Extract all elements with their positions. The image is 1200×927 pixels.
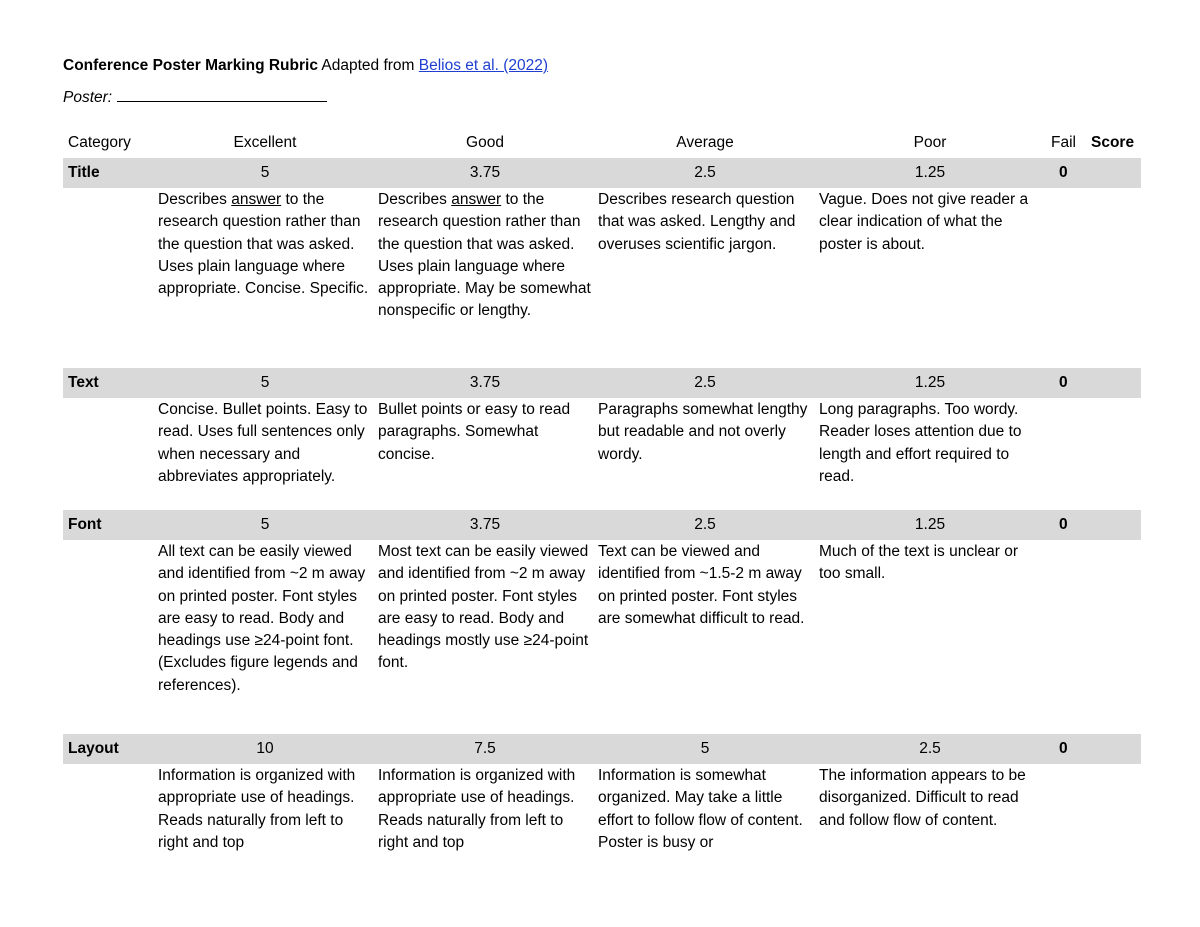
desc-layout-excellent: Information is organized with appropriate use of headings. Reads naturally from left to right and top [158, 767, 356, 851]
desc-font-average: Text can be viewed and identified from ~1.5-2 m away on printed poster. Font styles are somewhat difficult to read. [598, 543, 805, 627]
points-excellent: 5 [260, 164, 270, 181]
rubric-row-text-band [63, 368, 1141, 398]
desc-text: Describes [378, 191, 452, 208]
desc-underlined: answer [231, 191, 282, 208]
rubric-header-row [63, 134, 1143, 156]
points-excellent: 5 [260, 516, 270, 533]
desc-text-excellent: Concise. Bullet points. Easy to read. Uses full sentences only when necessary and abbreviates appropriately. [158, 401, 368, 485]
desc-title-good [378, 189, 592, 323]
category-text: Text [68, 374, 99, 391]
desc-font-good: Most text can be easily viewed and identified from ~2 m away on printed poster. Font styles are easy to read. Body and headings mostly use ≥24-point font. [378, 543, 589, 672]
desc-layout-average: Information is somewhat organized. May take a little effort to follow flow of content. Poster is busy or [598, 767, 803, 851]
points-poor: 2.5 [919, 740, 941, 757]
header-average: Average [676, 134, 734, 151]
desc-underlined: answer [451, 191, 502, 208]
points-excellent: 10 [256, 740, 274, 757]
desc-layout-poor: The information appears to be disorganized. Difficult to read and follow flow of content. [819, 767, 1026, 829]
document-title [63, 57, 548, 75]
points-average: 2.5 [694, 374, 716, 391]
header-poor: Poor [913, 134, 947, 151]
header-fail: Fail [1051, 134, 1076, 151]
points-poor: 1.25 [914, 164, 946, 181]
adapted-from-text: Adapted from [317, 57, 419, 74]
category-title: Title [68, 164, 100, 181]
category-font: Font [68, 516, 102, 533]
header-score: Score [1091, 134, 1135, 151]
points-average: 2.5 [694, 164, 716, 181]
points-fail: 0 [1059, 374, 1068, 391]
desc-text-poor: Long paragraphs. Too wordy. Reader loses attention due to length and effort required to read. [819, 401, 1022, 485]
poster-field [63, 87, 327, 107]
points-poor: 1.25 [914, 516, 946, 533]
points-good: 3.75 [469, 374, 501, 391]
poster-label: Poster: [63, 89, 113, 106]
desc-title-excellent [158, 189, 372, 300]
points-good: 7.5 [474, 740, 496, 757]
points-good: 3.75 [469, 516, 501, 533]
header-good: Good [466, 134, 504, 151]
citation-link[interactable]: Belios et al. (2022) [418, 57, 549, 74]
points-fail: 0 [1059, 740, 1068, 757]
points-average: 5 [700, 740, 710, 757]
points-good: 3.75 [469, 164, 501, 181]
desc-title-poor: Vague. Does not give reader a clear indication of what the poster is about. [819, 191, 1029, 253]
rubric-row-title-band [63, 158, 1141, 188]
points-average: 2.5 [694, 516, 716, 533]
points-fail: 0 [1059, 164, 1068, 181]
rubric-title: Conference Poster Marking Rubric [63, 57, 318, 74]
desc-title-average: Describes research question that was asked. Lengthy and overuses scientific jargon. [598, 191, 796, 253]
desc-font-poor: Much of the text is unclear or too small. [819, 543, 1019, 583]
points-fail: 0 [1059, 516, 1068, 533]
desc-text: Describes [158, 191, 232, 208]
points-excellent: 5 [260, 374, 270, 391]
desc-layout-good: Information is organized with appropriate use of headings. Reads naturally from left to right and top [378, 767, 576, 851]
desc-text-average: Paragraphs somewhat lengthy but readable and not overly wordy. [598, 401, 808, 463]
desc-font-excellent: All text can be easily viewed and identified from ~2 m away on printed poster. Font styles are easy to read. Body and headings use ≥24-point font. (Excludes figure legends and references). [158, 543, 366, 694]
poster-blank-line [117, 87, 327, 102]
points-poor: 1.25 [914, 374, 946, 391]
rubric-row-layout-band [63, 734, 1141, 764]
rubric-row-font-band [63, 510, 1141, 540]
category-layout: Layout [68, 740, 119, 757]
desc-text: to the research question rather than the question that was asked. Uses plain language where appropriate. May be somewhat nonspecific or lengthy. [378, 191, 591, 320]
header-excellent: Excellent [233, 134, 297, 151]
header-category: Category [68, 134, 131, 151]
desc-text-good: Bullet points or easy to read paragraphs. Somewhat concise. [378, 401, 571, 463]
desc-text: to the research question rather than the question that was asked. Uses plain language where appropriate. Concise. Specific. [158, 191, 369, 298]
